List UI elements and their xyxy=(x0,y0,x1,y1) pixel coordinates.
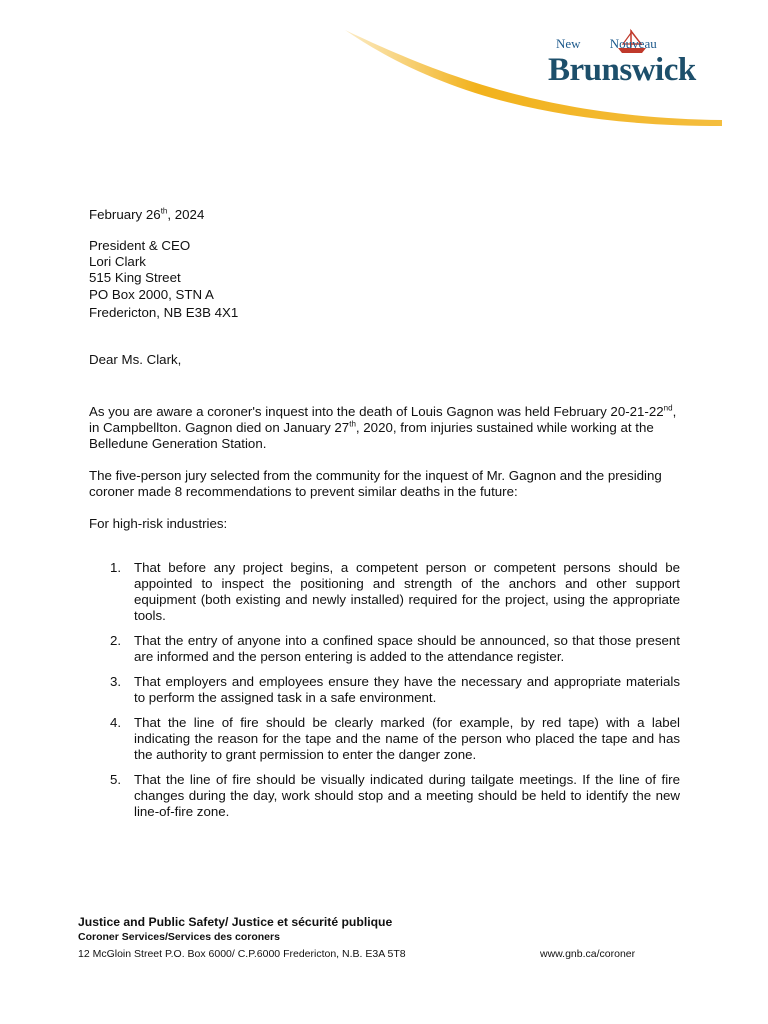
logo-new: New xyxy=(556,36,581,51)
paragraph-jury: The five-person jury selected from the community for the inquest of Mr. Gagnon and the presiding coroner made 8 recommendations to prevent similar deaths in the future: xyxy=(89,468,662,499)
address-line: Fredericton, NB E3B 4X1 xyxy=(89,305,239,320)
recommendation-item: 3. That employers and employees ensure they have the necessary and appropriate materials to perform the assigned task in a safe environment. xyxy=(110,674,680,705)
footer-service: Coroner Services/Services des coroners xyxy=(78,931,280,943)
address-line: PO Box 2000, STN A xyxy=(89,287,214,302)
footer-address: 12 McGloin Street P.O. Box 6000/ C.P.6000 Fredericton, N.B. E3A 5T8 xyxy=(78,948,406,960)
paragraph-inquest: As you are aware a coroner's inquest into the death of Louis Gagnon was held February 20-21-22nd, in Campbellton. Gagnon died on January 27th, 2020, from injuries sustained while working at the Belledune Generation Station. xyxy=(89,403,677,451)
recommendation-item: 2. That the entry of anyone into a confined space should be announced, so that those present are informed and the person entering is added to the attendance register. xyxy=(110,633,680,664)
address-line: President & CEO xyxy=(89,238,191,253)
recommendation-item: 1. That before any project begins, a competent person or competent persons should be appointed to inspect the positioning and strength of the anchors and other support equipment (both existing and newly installed) required for the project, using the appropriate tools. xyxy=(110,560,680,623)
address-line: 515 King Street xyxy=(89,270,181,285)
letter-date: February 26th, 2024 xyxy=(89,206,205,222)
paragraph-industries: For high-risk industries: xyxy=(89,516,228,531)
address-line: Lori Clark xyxy=(89,254,146,269)
footer-department: Justice and Public Safety/ Justice et sécurité publique xyxy=(78,915,393,929)
logo-brunswick: Brunswick xyxy=(548,52,696,88)
new-brunswick-logo xyxy=(548,36,723,96)
logo-wordmark-top xyxy=(556,36,657,52)
logo-nouveau: Nouveau xyxy=(609,36,657,51)
salutation: Dear Ms. Clark, xyxy=(89,352,182,367)
recommendations-list xyxy=(110,560,680,829)
footer-website[interactable]: www.gnb.ca/coroner xyxy=(540,948,636,960)
recommendation-item: 5. That the line of fire should be visually indicated during tailgate meetings. If the line of fire changes during the day, work should stop and a meeting should be held to identify the new line-of-fire zone. xyxy=(110,772,680,819)
recommendation-item: 4. That the line of fire should be clearly marked (for example, by red tape) with a label indicating the reason for the tape and the name of the person who placed the tape and has the authority to grant permission to enter the danger zone. xyxy=(110,715,680,762)
